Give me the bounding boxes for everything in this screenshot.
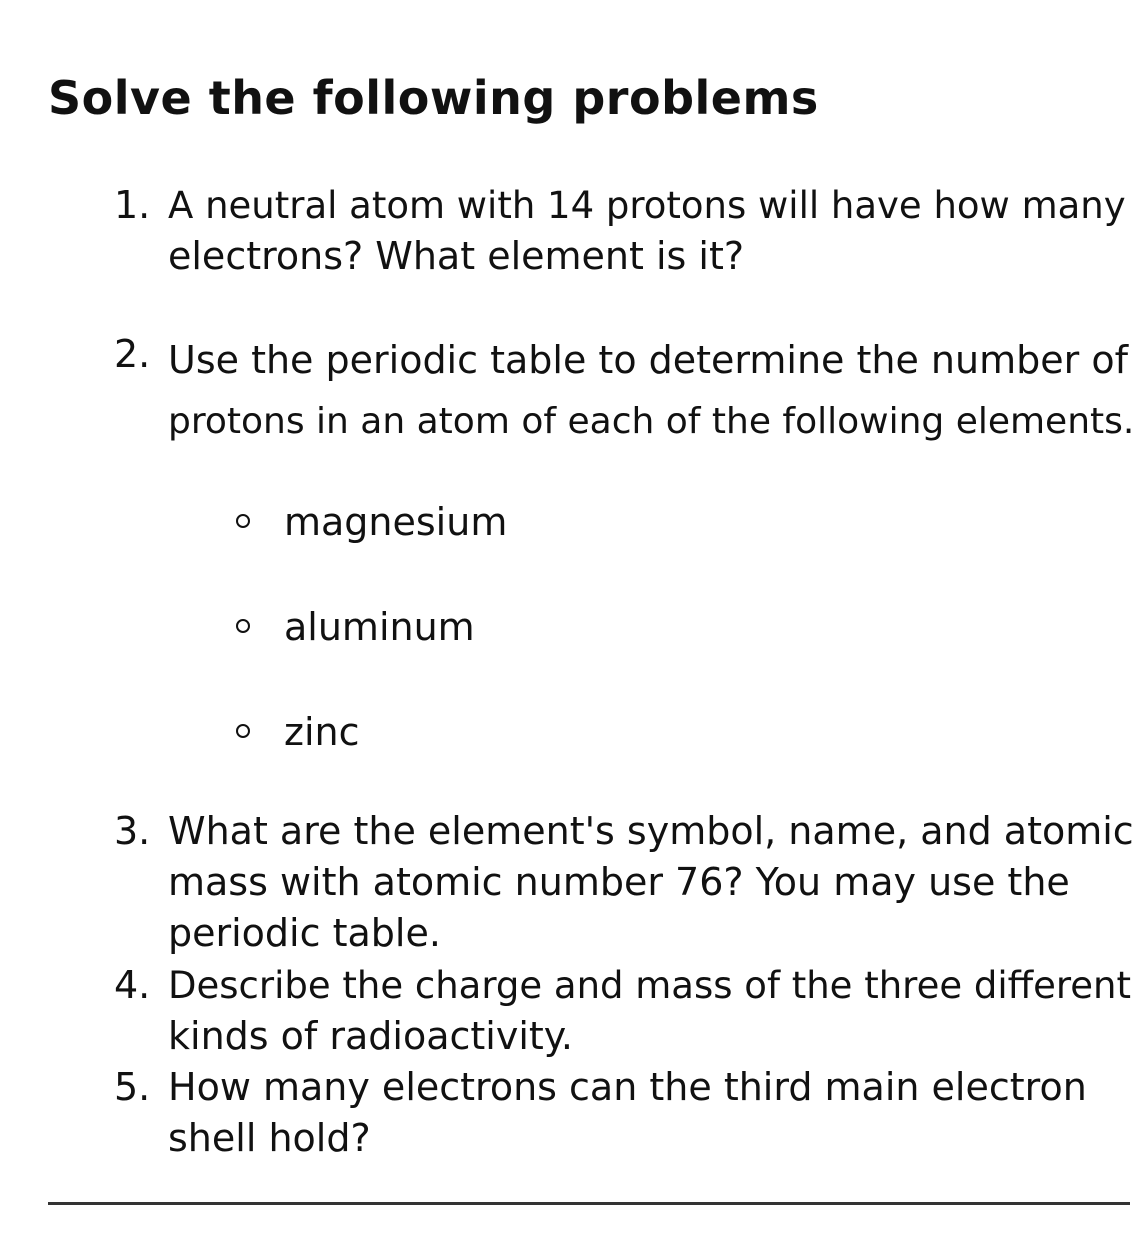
circle-bullet-icon	[236, 514, 250, 528]
problem-number: 1.	[114, 183, 151, 227]
horizontal-divider	[48, 1202, 1130, 1205]
problem-number: 5.	[114, 1065, 151, 1109]
problem-line: Describe the charge and mass of the three different	[168, 964, 1131, 1007]
element-item-aluminum	[236, 602, 475, 653]
element-item-zinc	[236, 707, 359, 758]
problem-text	[168, 329, 1143, 453]
problem-text	[168, 960, 1143, 1062]
problem-line: kinds of radioactivity.	[168, 1014, 573, 1058]
problem-line: A neutral atom with 14 protons will have how many	[168, 184, 1126, 227]
problem-number: 3.	[114, 809, 151, 853]
problem-line: How many electrons can the third main electron	[168, 1065, 1087, 1109]
problem-number: 4.	[114, 963, 151, 1007]
problem-text	[168, 806, 1143, 959]
element-item-magnesium	[236, 497, 507, 548]
element-name: zinc	[284, 710, 360, 754]
problem-line: mass with atomic number 76? You may use the	[168, 860, 1070, 904]
problem-line: shell hold?	[168, 1116, 371, 1160]
problem-line: periodic table.	[168, 911, 441, 955]
problem-line: protons in an atom of each of the following elements.	[168, 401, 1135, 442]
problem-number: 2.	[114, 332, 151, 376]
page-title: Solve the following problems	[48, 71, 819, 125]
circle-bullet-icon	[236, 619, 250, 633]
element-name: aluminum	[284, 605, 475, 649]
problem-line: electrons? What element is it?	[168, 234, 745, 278]
problem-text	[168, 1062, 1143, 1164]
problem-line: What are the element's symbol, name, and atomic	[168, 809, 1134, 853]
problem-text	[168, 180, 1143, 282]
element-name: magnesium	[284, 500, 508, 544]
circle-bullet-icon	[236, 724, 250, 738]
problem-line: Use the periodic table to determine the number of	[168, 338, 1128, 382]
